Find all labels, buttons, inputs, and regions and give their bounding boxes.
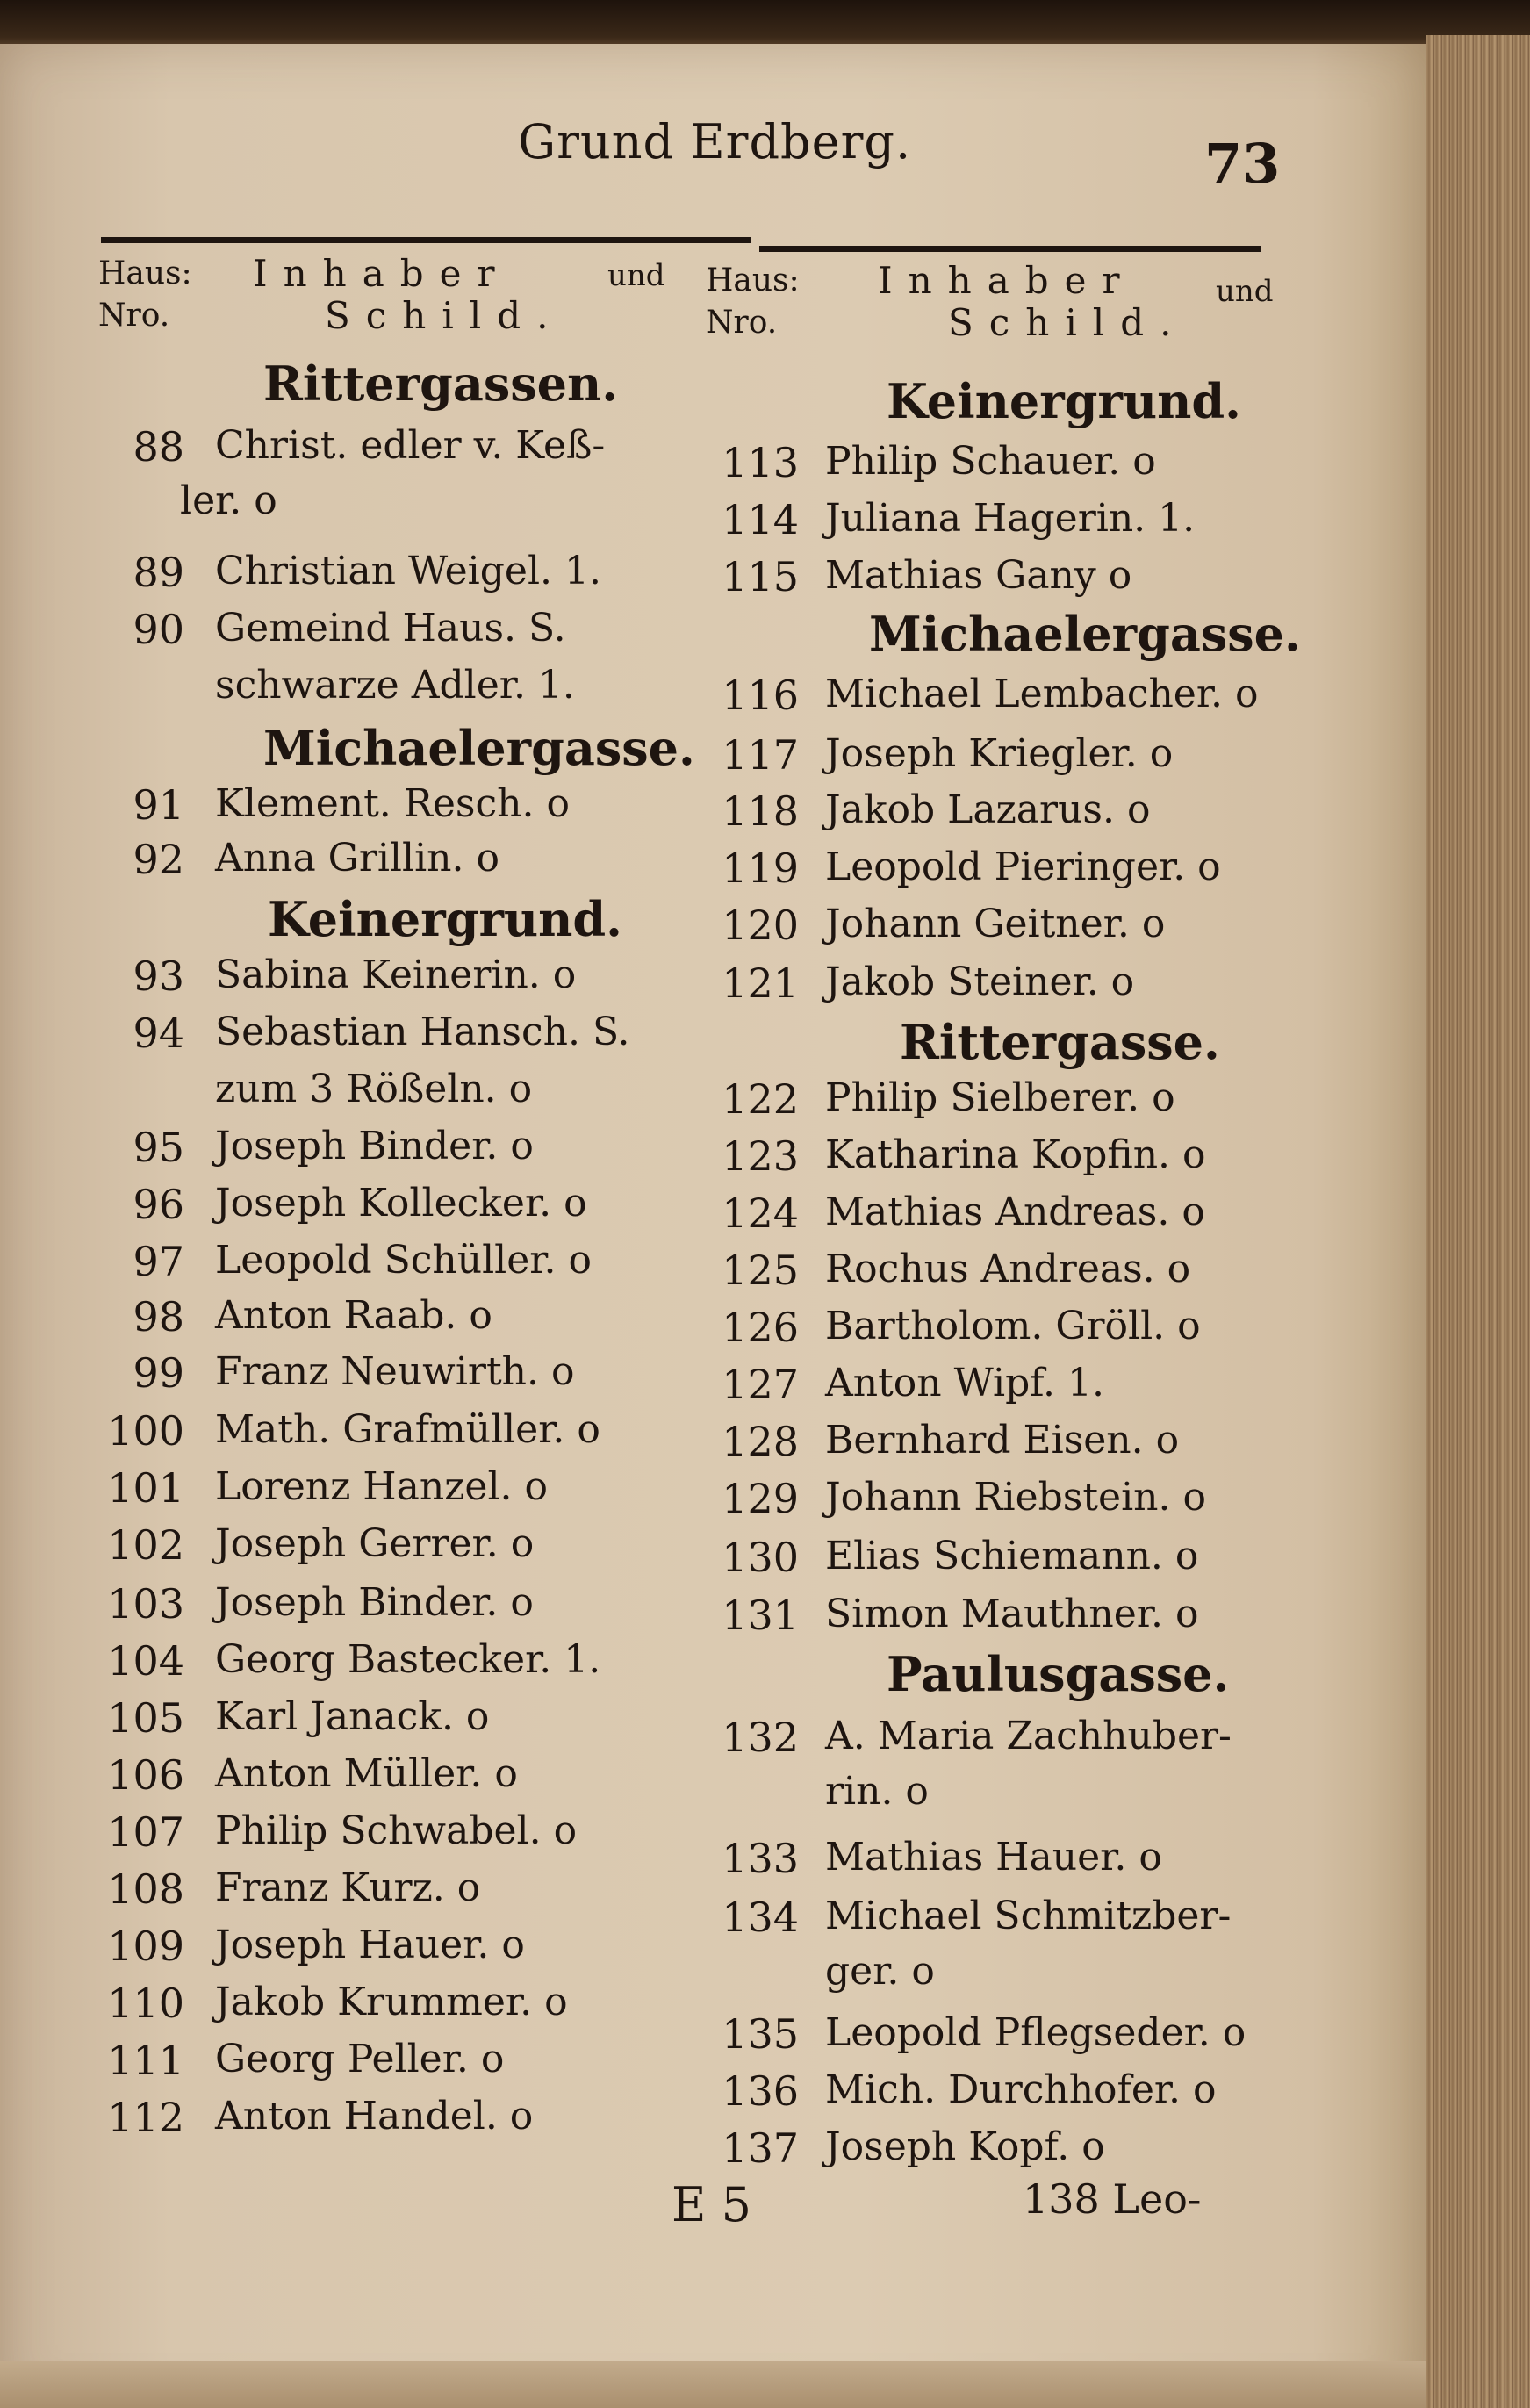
owner-entry: Karl Janack. o [215, 1694, 490, 1739]
section-heading: Rittergasse. [900, 1014, 1220, 1070]
house-number: 96 [133, 1181, 184, 1228]
col-head-nro-right: Nro. [706, 305, 778, 341]
owner-entry-continuation: zum 3 Rößeln. o [215, 1067, 533, 1111]
owner-entry: Joseph Kriegler. o [825, 731, 1174, 776]
owner-entry: Mathias Hauer. o [825, 1835, 1162, 1880]
section-heading: Rittergassen. [263, 356, 619, 412]
house-number: 117 [722, 731, 799, 779]
page-bottom-margin [0, 2361, 1426, 2408]
house-number: 107 [107, 1808, 184, 1856]
house-number: 132 [722, 1714, 799, 1761]
house-number: 135 [722, 2010, 799, 2058]
owner-entry: Bartholom. Gröll. o [825, 1304, 1201, 1348]
owner-entry: Anton Raab. o [215, 1293, 492, 1338]
owner-entry: Gemeind Haus. S. [215, 606, 566, 651]
house-number: 105 [107, 1694, 184, 1742]
house-number: 112 [107, 2094, 184, 2141]
owner-entry: Joseph Binder. o [215, 1580, 534, 1625]
col-head-haus-left: Haus: [98, 255, 192, 291]
house-number: 120 [722, 902, 799, 949]
owner-entry: Mich. Durchhofer. o [825, 2067, 1217, 2112]
house-number: 136 [722, 2067, 799, 2115]
owner-entry: Klement. Resch. o [215, 781, 570, 826]
owner-entry: Sebastian Hansch. S. [215, 1010, 630, 1054]
house-number: 108 [107, 1865, 184, 1913]
owner-entry-continuation: schwarze Adler. 1. [215, 663, 575, 708]
page-number: 73 [1204, 132, 1281, 196]
col-head-und-right: und [1216, 274, 1274, 309]
house-number: 113 [722, 439, 799, 486]
owner-entry: Katharina Kopfin. o [825, 1132, 1206, 1177]
owner-entry: A. Maria Zachhuber- [825, 1714, 1232, 1758]
owner-entry: Philip Sielberer. o [825, 1075, 1175, 1120]
house-number: 109 [107, 1923, 184, 1970]
house-number: 134 [722, 1894, 799, 1941]
page-edges [1426, 35, 1530, 2408]
header-rule-right [759, 246, 1261, 252]
section-heading: Keinergrund. [887, 373, 1241, 429]
house-number: 100 [107, 1407, 184, 1455]
owner-entry: Johann Geitner. o [825, 902, 1166, 946]
section-heading: Paulusgasse. [887, 1646, 1230, 1702]
house-number: 101 [107, 1464, 184, 1512]
owner-entry: Christian Weigel. 1. [215, 549, 601, 593]
col-head-und-left: und [607, 258, 665, 293]
house-number: 114 [722, 496, 799, 543]
house-number: 95 [133, 1124, 184, 1171]
owner-entry: Bernhard Eisen. o [825, 1418, 1180, 1463]
col-head-inhaber-left: Inhaber [253, 252, 511, 295]
col-head-schild-right: Schild. [948, 301, 1188, 344]
owner-entry-continuation: ger. o [825, 1949, 935, 1994]
house-number: 89 [133, 549, 184, 596]
owner-entry: Joseph Hauer. o [215, 1923, 525, 1967]
house-number: 104 [107, 1637, 184, 1685]
house-number: 130 [722, 1534, 799, 1581]
col-head-inhaber-right: Inhaber [878, 259, 1136, 302]
owner-entry: Philip Schwabel. o [215, 1808, 578, 1853]
house-number: 88 [133, 423, 184, 471]
house-number: 137 [722, 2124, 799, 2172]
house-number: 129 [722, 1475, 799, 1522]
header-rule-left [101, 237, 751, 243]
house-number: 122 [722, 1075, 799, 1123]
owner-entry: Joseph Gerrer. o [215, 1521, 535, 1566]
owner-entry: Georg Peller. o [215, 2037, 505, 2081]
house-number: 103 [107, 1580, 184, 1628]
owner-entry: Simon Mauthner. o [825, 1592, 1199, 1636]
house-number: 111 [107, 2037, 184, 2084]
house-number: 128 [722, 1418, 799, 1465]
running-header: Grund Erdberg. [518, 114, 912, 169]
owner-entry: Michael Lembacher. o [825, 672, 1259, 716]
owner-entry: Rochus Andreas. o [825, 1247, 1191, 1291]
owner-entry-continuation: rin. o [825, 1769, 929, 1814]
owner-entry: Franz Neuwirth. o [215, 1349, 575, 1394]
house-number: 98 [133, 1293, 184, 1341]
owner-entry: Georg Bastecker. 1. [215, 1637, 601, 1682]
owner-entry: Jakob Lazarus. o [825, 787, 1151, 832]
house-number: 90 [133, 606, 184, 653]
owner-entry: Jakob Steiner. o [825, 960, 1135, 1004]
col-head-schild-left: Schild. [325, 294, 564, 337]
owner-entry: Joseph Kollecker. o [215, 1181, 587, 1226]
owner-entry: Michael Schmitzber- [825, 1894, 1232, 1938]
house-number: 127 [722, 1361, 799, 1408]
owner-entry: Leopold Pflegseder. o [825, 2010, 1246, 2055]
owner-entry: Jakob Krummer. o [215, 1980, 568, 2024]
house-number: 91 [133, 781, 184, 829]
owner-entry: Sabina Keinerin. o [215, 952, 577, 997]
house-number: 119 [722, 845, 799, 892]
house-number: 121 [722, 960, 799, 1007]
owner-entry: Mathias Gany o [825, 553, 1132, 598]
col-head-nro-left: Nro. [98, 298, 170, 334]
house-number: 93 [133, 952, 184, 1000]
house-number: 118 [722, 787, 799, 835]
owner-entry: Math. Grafmüller. o [215, 1407, 600, 1452]
house-number: 133 [722, 1835, 799, 1882]
owner-entry: Joseph Kopf. o [825, 2124, 1105, 2169]
owner-entry: Joseph Binder. o [215, 1124, 534, 1168]
house-number: 126 [722, 1304, 799, 1351]
house-number: 115 [722, 553, 799, 600]
house-number: 123 [722, 1132, 799, 1180]
house-number: 110 [107, 1980, 184, 2027]
house-number: 94 [133, 1010, 184, 1057]
house-number: 131 [722, 1592, 799, 1639]
owner-entry: Franz Kurz. o [215, 1865, 481, 1910]
section-heading: Michaelergasse. [263, 720, 695, 776]
owner-entry: Johann Riebstein. o [825, 1475, 1206, 1520]
owner-entry: Anton Wipf. 1. [825, 1361, 1104, 1405]
house-number: 125 [722, 1247, 799, 1294]
owner-entry-continuation: ler. o [180, 478, 277, 523]
house-number: 99 [133, 1349, 184, 1397]
owner-entry: Christ. edler v. Keß- [215, 423, 606, 468]
owner-entry: Anton Müller. o [215, 1751, 518, 1796]
house-number: 124 [722, 1190, 799, 1237]
section-heading: Michaelergasse. [869, 606, 1301, 662]
owner-entry: Mathias Andreas. o [825, 1190, 1205, 1234]
house-number: 106 [107, 1751, 184, 1799]
owner-entry: Anna Grillin. o [215, 836, 499, 881]
owner-entry: Philip Schauer. o [825, 439, 1156, 484]
owner-entry: Juliana Hagerin. 1. [825, 496, 1196, 541]
house-number: 116 [722, 672, 799, 719]
catchword: 138 Leo- [1023, 2175, 1202, 2223]
owner-entry: Leopold Schüller. o [215, 1238, 592, 1283]
col-head-haus-right: Haus: [706, 262, 800, 298]
house-number: 92 [133, 836, 184, 883]
owner-entry: Elias Schiemann. o [825, 1534, 1199, 1578]
house-number: 97 [133, 1238, 184, 1285]
signature-mark: E 5 [672, 2177, 751, 2232]
section-heading: Keinergrund. [268, 891, 622, 947]
owner-entry: Lorenz Hanzel. o [215, 1464, 548, 1509]
owner-entry: Leopold Pieringer. o [825, 845, 1221, 889]
owner-entry: Anton Handel. o [215, 2094, 534, 2138]
house-number: 102 [107, 1521, 184, 1569]
